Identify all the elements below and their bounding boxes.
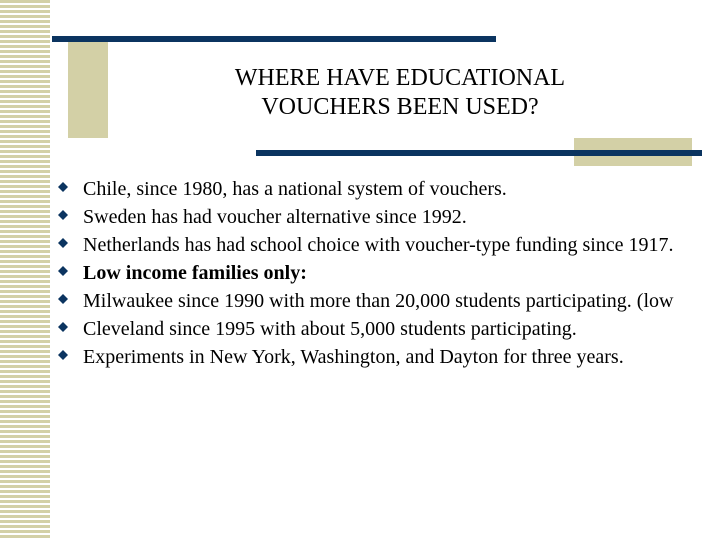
slide-title-line-2: VOUCHERS BEEN USED? [261, 94, 539, 120]
diamond-bullet-icon [58, 350, 68, 360]
bullet-text: Sweden has had voucher alternative since 1992. [83, 206, 467, 228]
slide-title [120, 64, 680, 122]
bullet-item [56, 234, 686, 257]
diamond-bullet-icon [58, 294, 68, 304]
bullet-item [56, 206, 686, 229]
top-accent-bar [52, 36, 496, 42]
bullet-item [56, 290, 686, 313]
bullet-text-bold: Low income families only: [83, 262, 307, 284]
diamond-bullet-icon [58, 266, 68, 276]
bullet-text: Chile, since 1980, has a national system of vouchers. [83, 178, 507, 200]
bottom-accent-bar [256, 150, 702, 156]
bullet-item [56, 178, 686, 201]
bullet-list [56, 178, 686, 374]
bullet-text: Experiments in New York, Washington, and Dayton for three years. [83, 346, 624, 368]
diamond-bullet-icon [58, 322, 68, 332]
title-accent-block [68, 40, 108, 138]
bullet-item [56, 262, 686, 285]
diamond-bullet-icon [58, 182, 68, 192]
diamond-bullet-icon [58, 238, 68, 248]
bullet-text: Netherlands has had school choice with voucher-type funding since 1917. [83, 234, 674, 256]
bullet-item [56, 346, 686, 369]
slide-title-line-1: WHERE HAVE EDUCATIONAL [234, 65, 566, 91]
bullet-item [56, 318, 686, 341]
diamond-bullet-icon [58, 210, 68, 220]
left-stripe-decoration [0, 0, 50, 540]
bullet-text: Cleveland since 1995 with about 5,000 students participating. [83, 318, 577, 340]
bullet-text: Milwaukee since 1990 with more than 20,000 students participating. (low [83, 290, 674, 312]
